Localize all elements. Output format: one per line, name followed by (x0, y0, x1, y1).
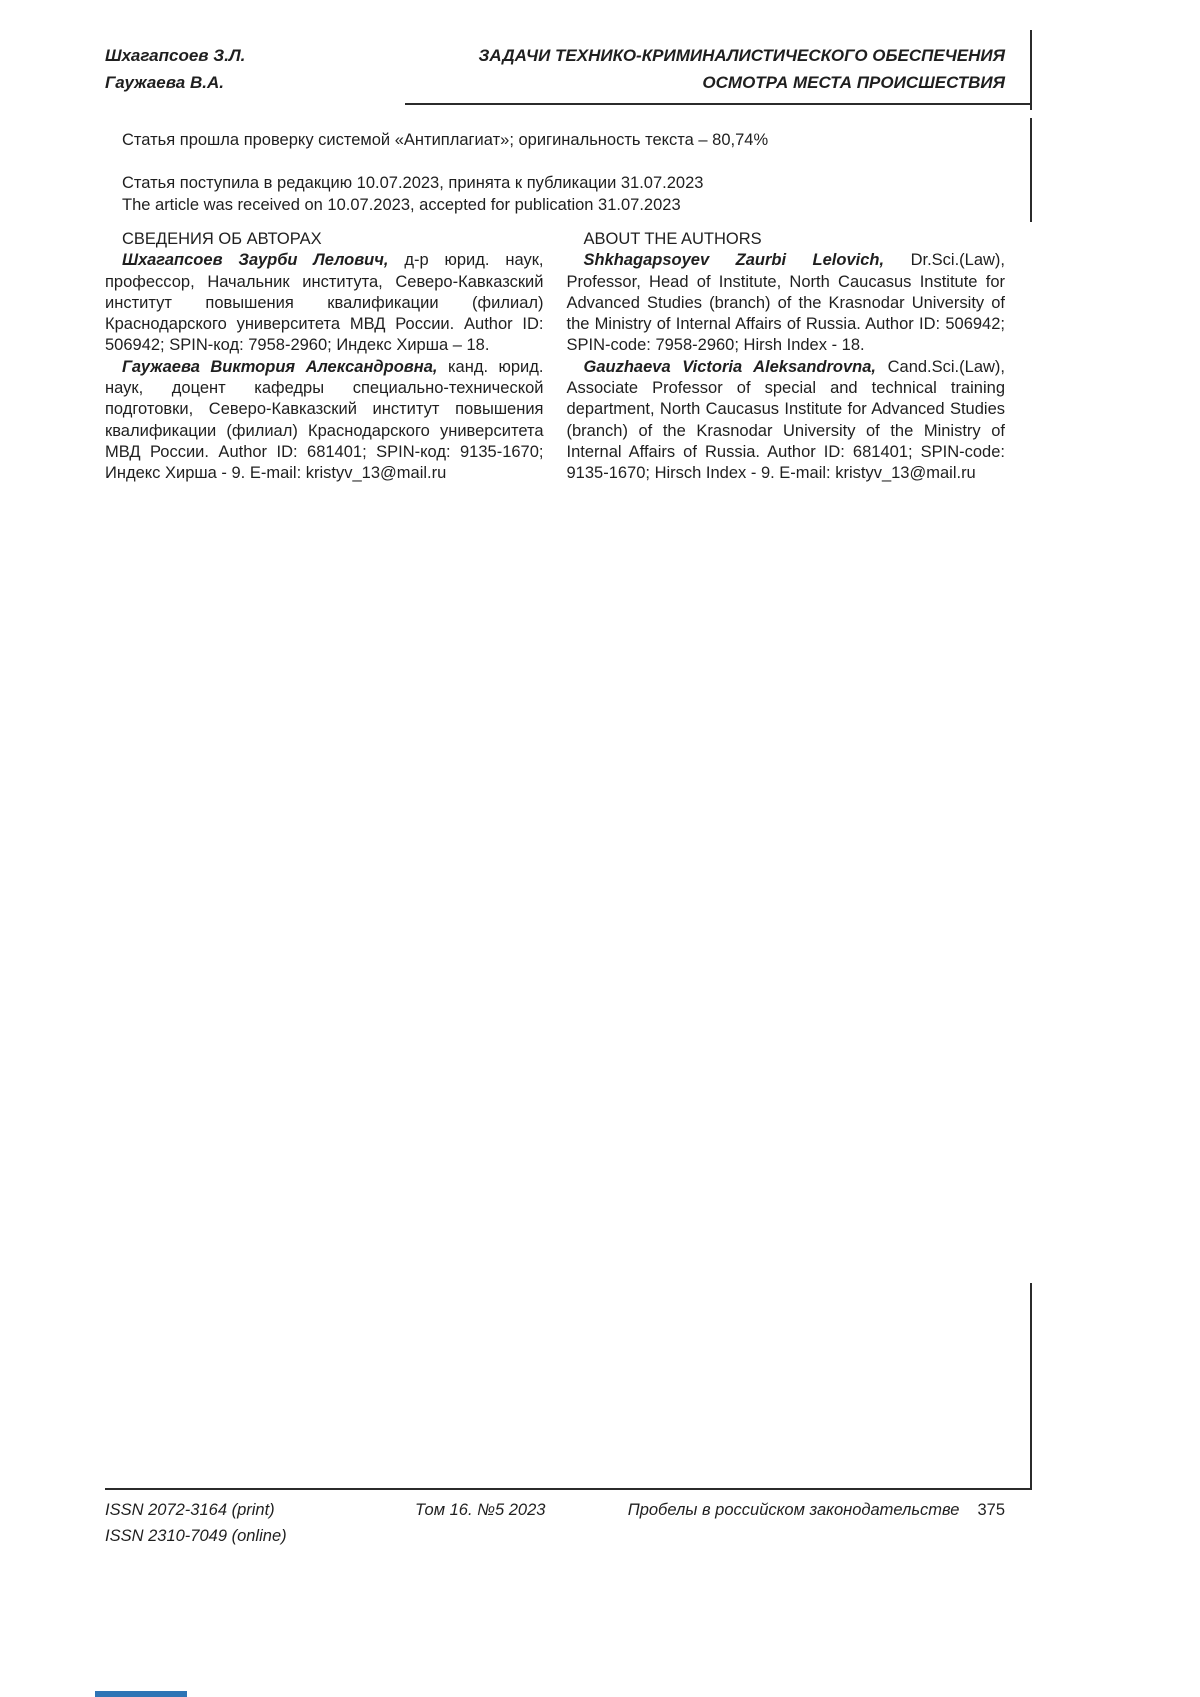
authors-en-column (567, 229, 1006, 485)
received-date-en: The article was received on 10.07.2023, accepted for publication 31.07.2023 (122, 196, 681, 214)
author-bio-en-1: Dr.Sci.(Law), Professor, Head of Institute, North Caucasus Institute for Advanced Studies (branch) of the Krasnodar University of the Ministry of Internal Affairs of Russia. Author ID: 506942; SPIN-code: 7958-2960; Hirsh Index - 18. (566, 251, 1005, 355)
dates-block (122, 172, 703, 216)
running-head-author-1: Шхагапсоев З.Л. (105, 46, 246, 65)
author-entry-en-1 (567, 250, 1006, 356)
margin-rule-top (1030, 30, 1032, 110)
issn-print: ISSN 2072-3164 (print) (105, 1501, 275, 1519)
issn-online: ISSN 2310-7049 (online) (105, 1527, 287, 1545)
bottom-accent-bar (95, 1691, 187, 1697)
authors-ru-heading: СВЕДЕНИЯ ОБ АВТОРАХ (122, 230, 322, 248)
running-head (105, 42, 1005, 96)
author-name-en-1: Shkhagapsoyev Zaurbi Lelovich, (583, 251, 885, 270)
author-bio-en-2: Cand.Sci.(Law), Associate Professor of special and technical training department, North Caucasus Institute for Advanced Studies (branch) of the Krasnodar University of the Ministry of Internal Affairs of Russia. Author ID: 681401; SPIN-code: 9135-1670; Hirsch Index - 9. E-mail: kristyv_13@mail.ru (566, 357, 1005, 483)
received-date-ru: Статья поступила в редакцию 10.07.2023, принята к публикации 31.07.2023 (122, 174, 704, 192)
journal-and-page (628, 1497, 1005, 1523)
margin-rule-bottom (1030, 1283, 1032, 1489)
author-name-en-2: Gauzhaeva Victoria Aleksandrovna, (583, 357, 876, 376)
running-head-title-line-2: ОСМОТРА МЕСТА ПРОИСШЕСТВИЯ (702, 73, 1005, 92)
authors-en-heading: ABOUT THE AUTHORS (583, 230, 762, 248)
margin-rule-middle (1030, 118, 1032, 222)
running-head-title (479, 42, 1006, 96)
footer-rule (105, 1488, 1032, 1490)
author-entry-en-2 (567, 357, 1006, 485)
issn-block (105, 1497, 287, 1549)
author-bio-ru-2: канд. юрид. наук, доцент кафедры специально-технической подготовки, Северо-Кавказский институт повышения квалификации (филиал) Краснодарского университета МВД России. Author ID: 681401; SPIN-код: 9135-1670; Индекс Хирша - 9. E-mail: kristyv_13@mail.ru (105, 357, 544, 483)
page-footer (105, 1497, 1005, 1557)
authors-ru-column (105, 229, 544, 485)
journal-title: Пробелы в российском законодательстве (627, 1501, 960, 1519)
page-number: 375 (977, 1501, 1005, 1519)
author-name-ru-1: Шхагапсоев Заурби Лелович, (122, 251, 389, 270)
author-entry-ru-2 (105, 357, 544, 485)
author-entry-ru-1 (105, 250, 544, 356)
author-bio-ru-1: д-р юрид. наук, профессор, Начальник института, Северо-Кавказский институт повышения квалификации (филиал) Краснодарского университета МВД России. Author ID: 506942; SPIN-код: 7958-2960; Индекс Хирша – 18. (105, 251, 544, 355)
header-rule (405, 103, 1032, 105)
running-head-author-2: Гаужаева В.А. (105, 73, 224, 92)
authors-columns (105, 229, 1005, 485)
antiplagiat-notice: Статья прошла проверку системой «Антиплагиат»; оригинальность текста – 80,74% (122, 131, 769, 149)
running-head-title-line-1: ЗАДАЧИ ТЕХНИКО-КРИМИНАЛИСТИЧЕСКОГО ОБЕСПЕЧЕНИЯ (478, 46, 1005, 65)
running-head-authors (105, 42, 245, 96)
author-name-ru-2: Гаужаева Виктория Александровна, (122, 357, 438, 376)
volume-issue: Том 16. №5 2023 (415, 1501, 546, 1519)
